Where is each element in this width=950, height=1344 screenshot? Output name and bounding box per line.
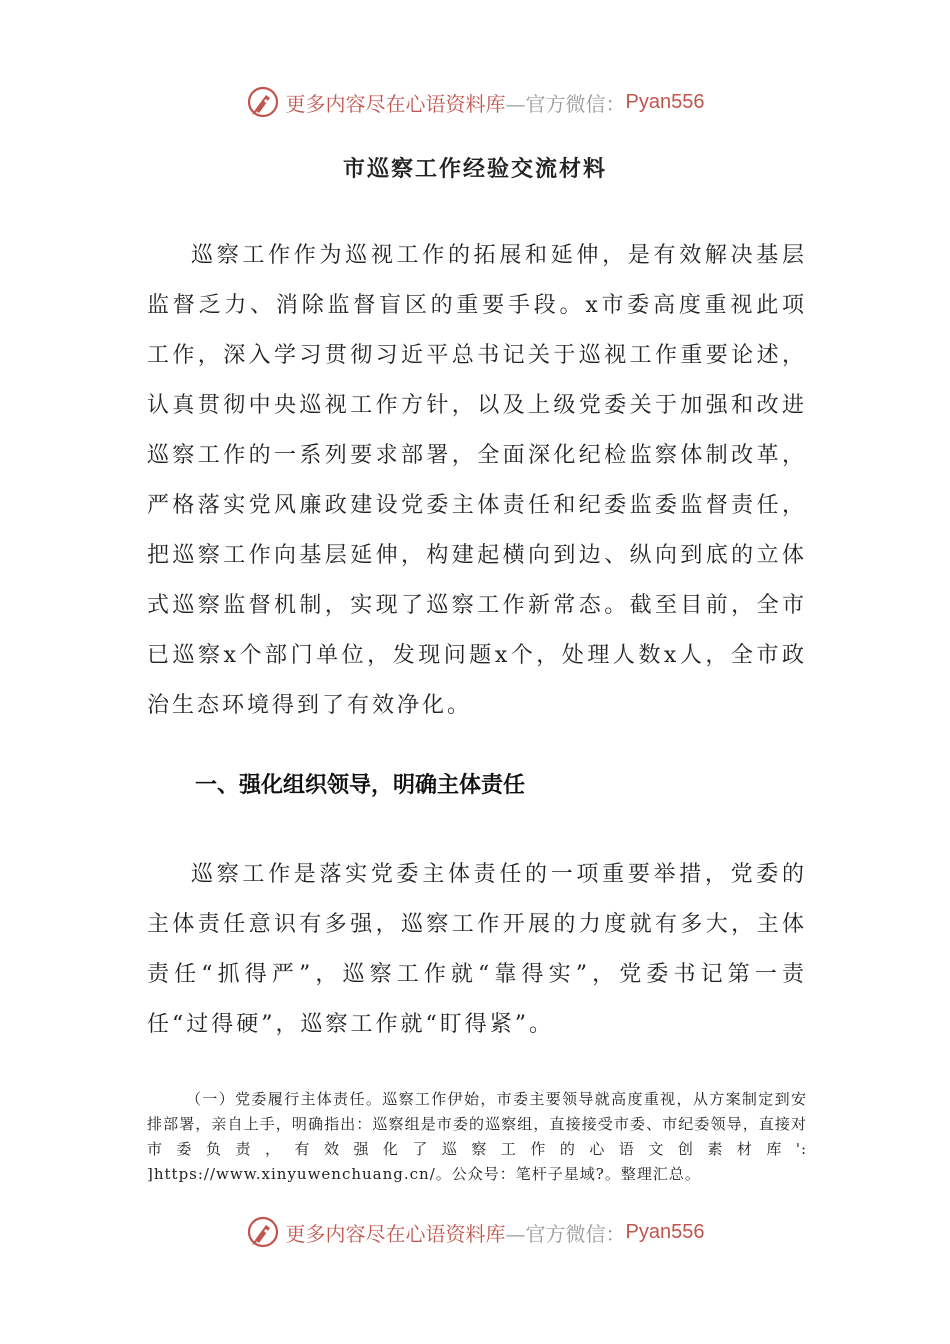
pen-nib-icon — [246, 85, 280, 119]
footer-watermark-banner — [0, 1212, 950, 1252]
banner-gray-text: —官方微信： — [505, 1221, 626, 1246]
banner-red-text: 更多内容尽在心语资料库 — [285, 1221, 506, 1246]
paragraph-2-text: 巡察工作是落实党委主体责任的一项重要举措，党委的主体责任意识有多强，巡察工作开展的力度就有多大，主体责任“抓得严”，巡察工作就“靠得实”，党委书记第一责任“过得硬”，巡察工作就“盯得紧”。 — [147, 862, 807, 1037]
banner-red-text: 更多内容尽在心语资料库 — [285, 91, 506, 116]
pen-nib-icon — [246, 1215, 280, 1249]
banner-wechat-id: Pyan556 — [625, 1220, 705, 1243]
document-title: 市巡察工作经验交流材料 — [342, 156, 607, 182]
paragraph-1-text: 巡察工作作为巡视工作的拓展和延伸，是有效解决基层监督乏力、消除监督盲区的重要手段。x市委高度重视此项工作，深入学习贯彻习近平总书记关于巡视工作重要论述，认真贯彻中央巡视工作方针，以及上级党委关于加强和改进巡察工作的一系列要求部署，全面深化纪检监察体制改革，严格落实党风廉政建设党委主体责任和纪委监委监督责任，把巡察工作向基层延伸，构建起横向到边、纵向到底的立体式巡察监督机制，实现了巡察工作新常态。截至目前，全市已巡察x个部门单位，发现问题x个，处理人数x人，全市政治生态环境得到了有效净化。 — [147, 243, 807, 718]
header-watermark-banner — [0, 82, 950, 122]
banner-wechat-id: Pyan556 — [625, 90, 705, 113]
paragraph-small — [147, 1087, 807, 1187]
banner-gray-text: —官方微信： — [505, 91, 626, 116]
paragraph-3-text: （一）党委履行主体责任。巡察工作伊始，市委主要领导就高度重视，从方案制定到安排部署，亲自上手，明确指出：巡察组是市委的巡察组，直接接受市委、市纪委领导，直接对市委负责，有效强化了巡察工作的心语文创素材库': ]https://www.xinyuwenchuang.cn/。公众号：笔杆子星域?。整理汇总。 — [147, 1090, 807, 1183]
section-heading-1: 一、强化组织领导，明确主体责任 — [195, 773, 526, 798]
paragraph-intro — [147, 231, 807, 731]
paragraph-section-1 — [147, 850, 807, 1050]
